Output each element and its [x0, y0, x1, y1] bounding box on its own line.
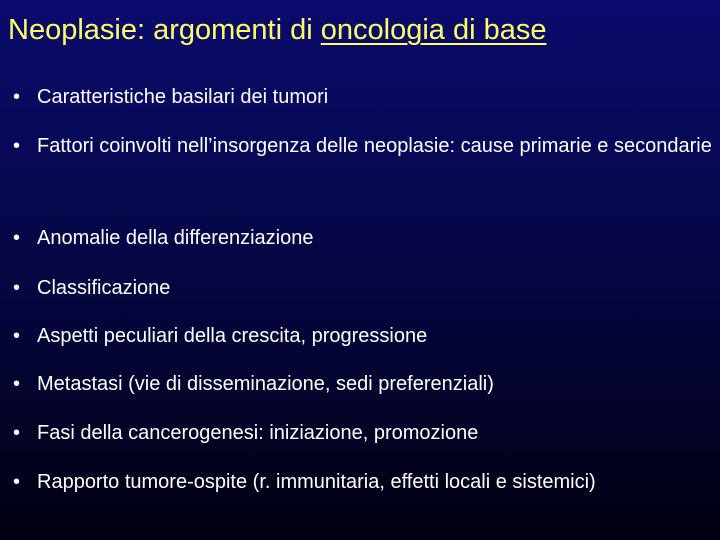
bullet-text: Anomalie della differenziazione: [37, 227, 314, 249]
bullet-marker: •: [13, 86, 21, 108]
bullet-text: Caratteristiche basilari dei tumori: [37, 86, 329, 108]
bullet-marker: •: [13, 325, 21, 347]
bullet-text: Metastasi (vie di disseminazione, sedi preferenziali): [37, 373, 494, 395]
slide-title-prefix: Neoplasie: argomenti di: [8, 14, 321, 46]
bullet-marker: •: [13, 373, 21, 395]
bullet-text: Fattori coinvolti nell’insorgenza delle neoplasie: cause primarie e secondarie: [37, 135, 712, 157]
bullet-text: Aspetti peculiari della crescita, progressione: [37, 325, 428, 347]
bullet-marker: •: [13, 422, 21, 444]
bullet-marker: •: [13, 227, 21, 249]
bullet-marker: •: [13, 277, 21, 299]
slide-title-underlined: oncologia di base: [320, 14, 547, 46]
bullet-marker: •: [13, 135, 21, 157]
bullet-text: Classificazione: [37, 277, 171, 299]
bullet-text: Fasi della cancerogenesi: iniziazione, promozione: [37, 422, 479, 444]
bullet-text: Rapporto tumore-ospite (r. immunitaria, effetti locali e sistemici): [37, 471, 596, 493]
bullet-marker: •: [13, 471, 21, 493]
